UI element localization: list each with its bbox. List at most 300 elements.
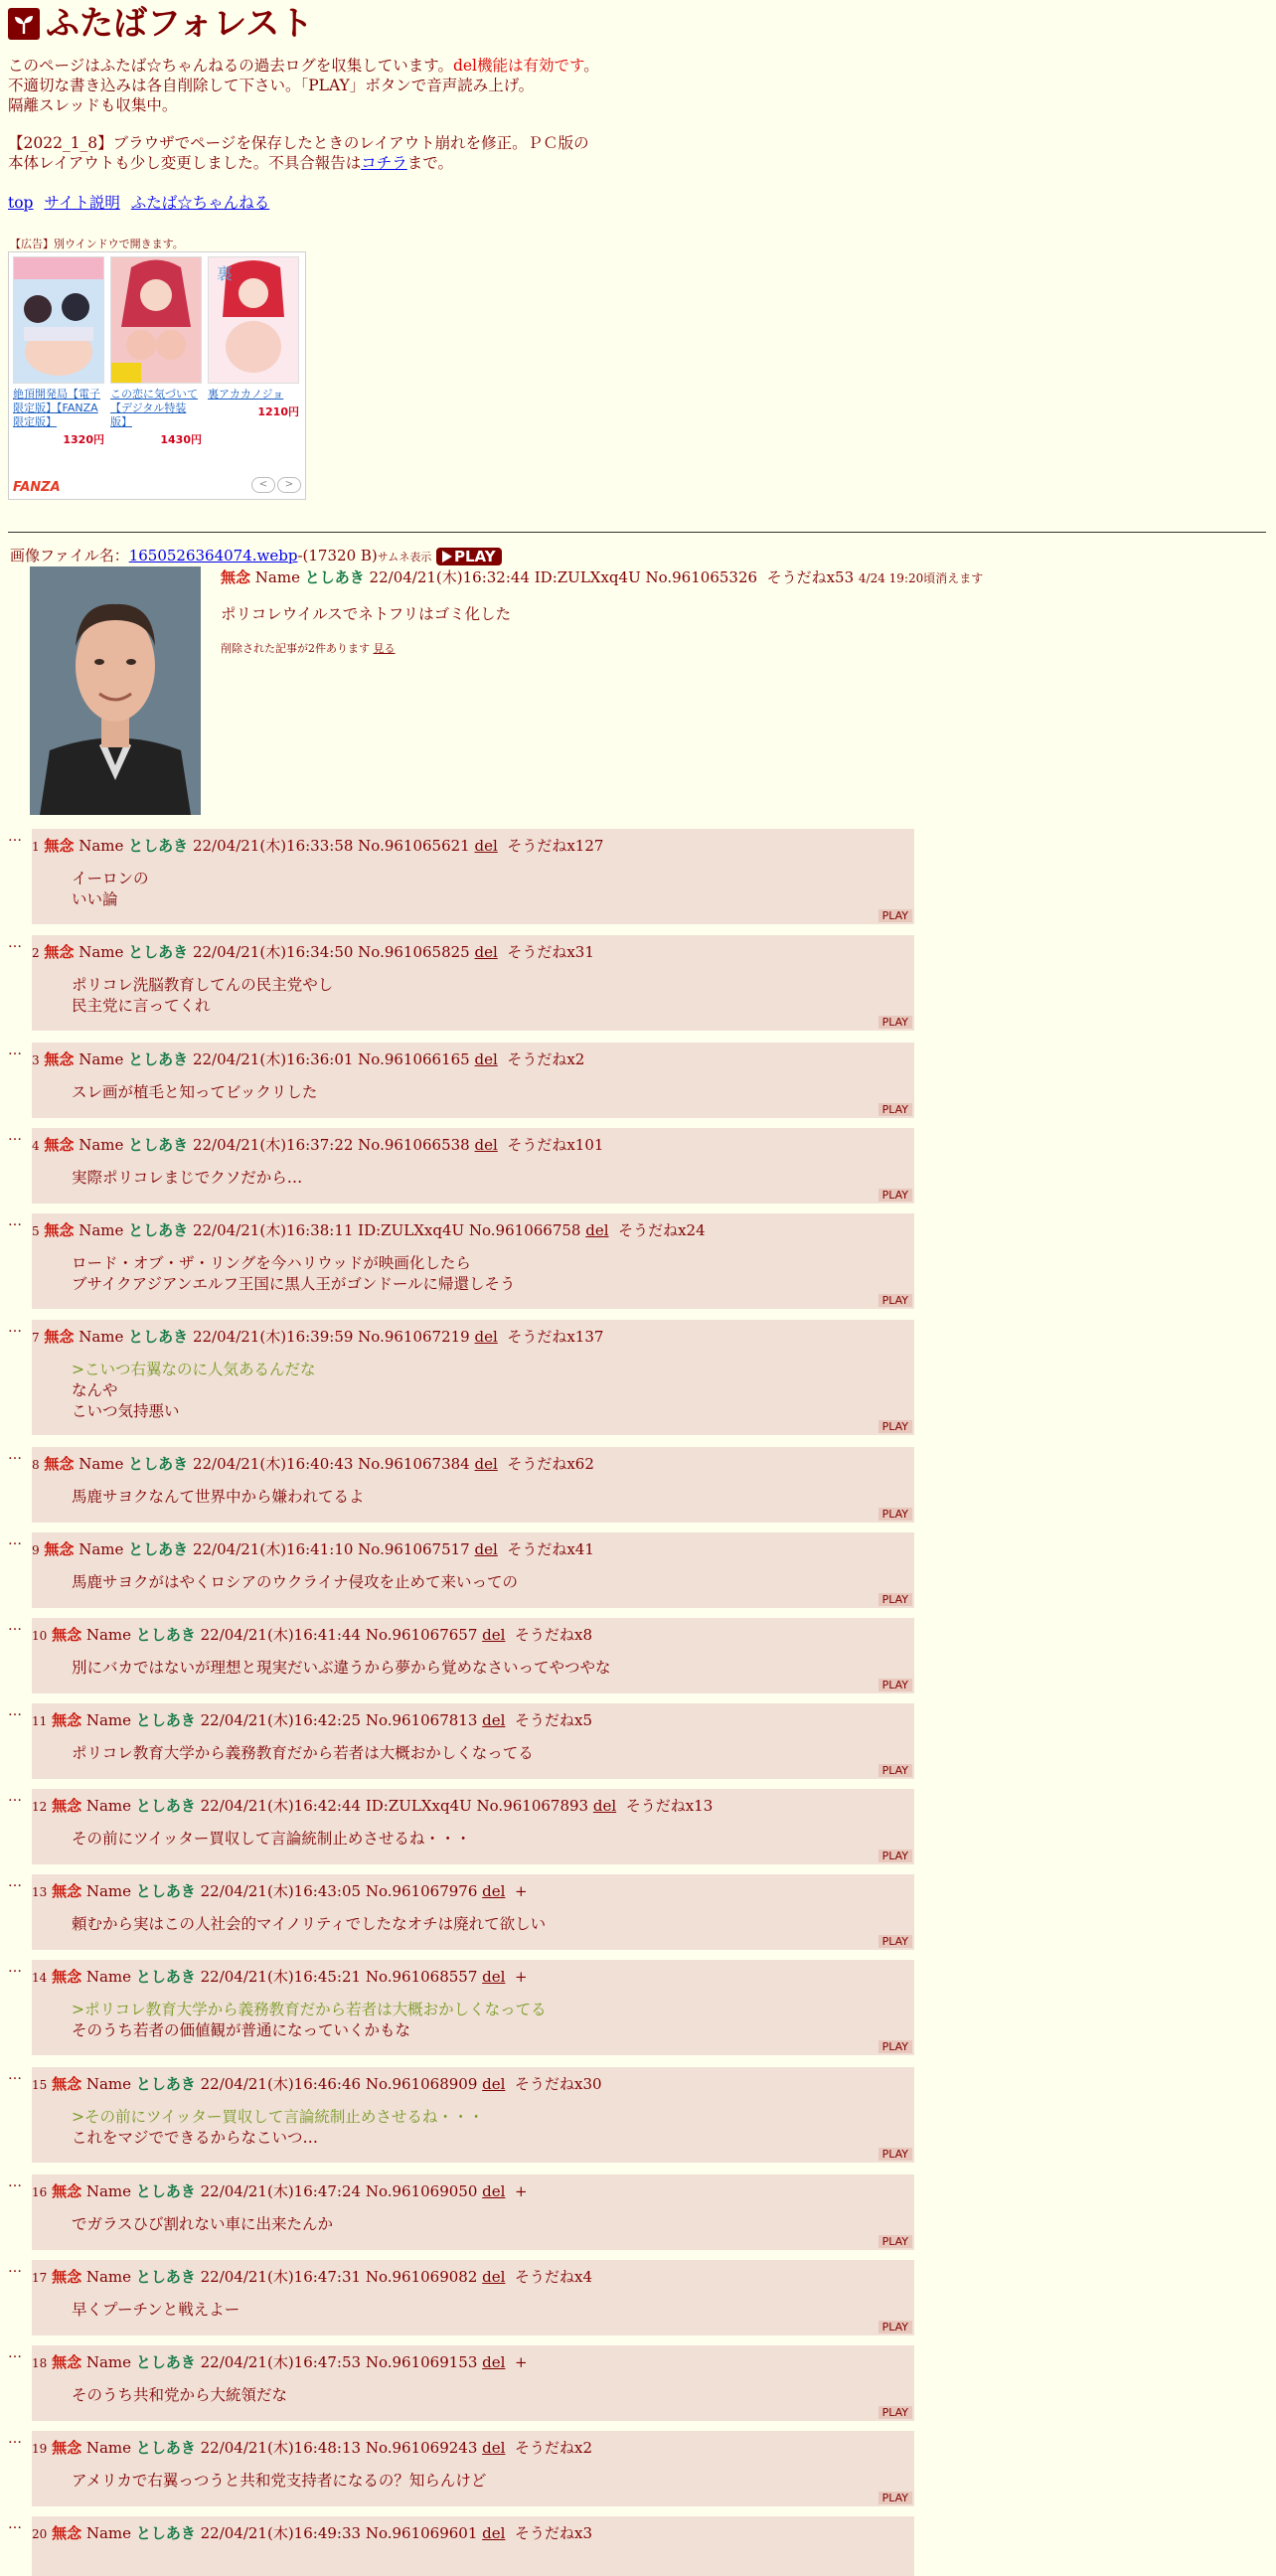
name-label: Name — [79, 943, 124, 961]
reply-number: 15 — [32, 2078, 48, 2092]
play-label: PLAY — [453, 548, 496, 565]
name-label: Name — [85, 2182, 132, 2200]
del-link[interactable]: del — [482, 1882, 506, 1900]
post-subject: 無念 — [44, 837, 75, 855]
reply-play-button[interactable]: PLAY — [878, 2148, 912, 2161]
body-line: ポリコレ洗脳教育してんの民主党やし — [72, 976, 334, 994]
reply-play-button[interactable]: PLAY — [878, 1294, 912, 1307]
soudane-button[interactable]: + — [514, 2353, 528, 2371]
sprout-icon — [8, 8, 40, 40]
reply-post — [8, 1618, 914, 1693]
post-subject: 無念 — [52, 1968, 82, 1986]
soudane-button[interactable]: そうだねx30 — [514, 2075, 602, 2093]
del-link[interactable]: del — [474, 837, 498, 855]
op-file-info — [10, 545, 502, 565]
soudane-button[interactable]: そうだねx8 — [514, 1626, 592, 1644]
nav-futaba-link[interactable]: ふたば☆ちゃんねる — [130, 194, 270, 212]
op-file-link[interactable]: 1650526364074.webp — [128, 547, 298, 564]
reply-play-button[interactable]: PLAY — [878, 1935, 912, 1948]
ad-item-price: 1430円 — [160, 433, 202, 446]
fanza-logo: FANZA — [13, 480, 61, 495]
reply-body — [72, 1572, 518, 1593]
reply-play-button[interactable]: PLAY — [878, 2040, 912, 2053]
reply-post — [8, 2431, 914, 2506]
reply-dots: … — [8, 1043, 22, 1058]
reply-play-button[interactable]: PLAY — [878, 1016, 912, 1029]
post-datetime: 22/04/21(木)16:41:44 No.961067657 — [200, 1626, 478, 1644]
nav-about-link[interactable]: サイト説明 — [44, 194, 120, 212]
reply-number: 7 — [32, 1331, 40, 1345]
name-label: Name — [85, 2439, 132, 2457]
del-link[interactable]: del — [592, 1797, 617, 1815]
post-datetime: 22/04/21(木)16:40:43 No.961067384 — [192, 1455, 470, 1473]
reply-post — [8, 1447, 914, 1523]
reply-header — [32, 1880, 528, 1901]
reply-number: 9 — [32, 1543, 40, 1557]
intro-part: 。不適切な書き込みは各自削除して下さい。「PLAY」ボタンで音声読み上げ。 — [8, 57, 599, 94]
soudane-button[interactable]: + — [514, 2182, 528, 2200]
del-link[interactable]: del — [482, 1626, 506, 1644]
reply-number: 19 — [32, 2442, 48, 2456]
reply-body — [72, 1253, 516, 1295]
ad-item-title[interactable]: この恋に気づいて【デジタル特装版】 — [110, 388, 198, 428]
reply-dots: … — [8, 935, 22, 951]
post-subject: 無念 — [44, 1455, 75, 1473]
del-link[interactable]: del — [482, 2182, 506, 2200]
post-subject: 無念 — [52, 1882, 82, 1900]
reply-post — [8, 1320, 914, 1435]
ad-cover-image[interactable] — [13, 256, 104, 384]
reply-post — [8, 2067, 914, 2163]
op-body: ポリコレウイルスでネトフリはゴミ化した — [221, 605, 512, 623]
name-label: Name — [85, 2524, 132, 2542]
post-subject: 無念 — [44, 1540, 75, 1558]
reply-post — [8, 2345, 914, 2421]
body-line: ロード・オブ・ザ・リングを今ハリウッドが映画化したら — [72, 1254, 471, 1272]
ad-prev-button[interactable]: < — [251, 477, 275, 493]
del-link[interactable]: del — [482, 2268, 506, 2286]
op-play-button[interactable] — [436, 548, 502, 565]
post-datetime: 22/04/21(木)16:45:21 No.961068557 — [200, 1968, 478, 1986]
ad-item-title[interactable]: 裏アカカノジョ — [208, 388, 284, 401]
post-datetime: 22/04/21(木)16:48:13 No.961069243 — [200, 2439, 478, 2457]
del-link[interactable]: del — [474, 1136, 498, 1154]
reply-post — [8, 1043, 914, 1118]
file-label: 画像ファイル名： — [10, 547, 129, 564]
soudane-button[interactable]: そうだねx3 — [514, 2524, 592, 2542]
soudane-button[interactable]: + — [514, 1882, 528, 1900]
reply-dots: … — [8, 2345, 22, 2361]
reply-dots: … — [8, 2431, 22, 2447]
body-line: 別にバカではないが理想と現実だいぶ違うから夢から覚めなさいってやつやな — [72, 1659, 611, 1677]
ad-cover-image[interactable] — [208, 256, 299, 384]
body-line: そのうち若者の価値観が普通になっていくかもな — [72, 2021, 411, 2039]
body-line: その前にツイッター買収して言論統制止めさせるね・・・ — [72, 1830, 471, 1848]
reply-body — [72, 2385, 287, 2406]
soudane-button[interactable]: そうだねx5 — [514, 1711, 592, 1729]
body-line: でガラスひび割れない車に出来たんか — [72, 2215, 334, 2233]
reply-post — [8, 1532, 914, 1608]
reply-number: 3 — [32, 1053, 40, 1067]
poster-name: としあき — [135, 2353, 196, 2371]
post-datetime: 22/04/21(木)16:47:31 No.961069082 — [200, 2268, 478, 2286]
post-datetime: 22/04/21(木)16:38:11 ID:ZULXxq4U No.961066758 — [192, 1221, 581, 1239]
reply-number: 18 — [32, 2356, 48, 2370]
reply-dots: … — [8, 1128, 22, 1144]
post-datetime: 22/04/21(木)16:36:01 No.961066165 — [192, 1050, 470, 1068]
reply-header — [32, 1624, 592, 1645]
post-datetime: 22/04/21(木)16:43:05 No.961067976 — [200, 1882, 478, 1900]
reply-body — [72, 2107, 484, 2149]
play-icon — [442, 551, 452, 563]
body-line: 馬鹿サヨクなんて世界中から嫌われてるよ — [72, 1488, 365, 1506]
reply-number: 8 — [32, 1458, 40, 1472]
soudane-button[interactable]: そうだねx2 — [507, 1050, 585, 1068]
expire-note: 4/24 19:20頃消えます — [858, 571, 984, 585]
soudane-button[interactable]: そうだねx24 — [618, 1221, 706, 1239]
soudane-button[interactable]: そうだねx41 — [507, 1540, 594, 1558]
poster-name: としあき — [135, 2524, 196, 2542]
name-label: Name — [79, 1328, 124, 1346]
name-label: Name — [79, 1136, 124, 1154]
reply-header — [32, 1134, 603, 1155]
reply-play-button[interactable]: PLAY — [878, 2406, 912, 2419]
reply-header — [32, 1048, 584, 1069]
ad-caption: 【広告】別ウインドウで開きます。 — [10, 238, 184, 250]
reply-body — [72, 1082, 317, 1103]
thumb-label: サムネ表示 — [377, 551, 432, 564]
post-datetime: 22/04/21(木)16:46:46 No.961068909 — [200, 2075, 478, 2093]
body-line: ポリコレ教育大学から義務教育だから若者は大概おかしくなってる — [72, 1744, 534, 1762]
soudane-button[interactable]: そうだねx53 — [766, 568, 855, 586]
ad-item-price: 1210円 — [257, 405, 299, 418]
reply-play-button[interactable]: PLAY — [878, 1420, 912, 1433]
update-notice — [8, 133, 604, 173]
reply-header — [32, 2437, 592, 2458]
soudane-button[interactable]: そうだねx4 — [514, 2268, 592, 2286]
post-datetime: 22/04/21(木)16:42:25 No.961067813 — [200, 1711, 478, 1729]
reply-play-button[interactable]: PLAY — [878, 2235, 912, 2248]
reply-header — [32, 1538, 594, 1559]
body-line: なんや — [72, 1381, 118, 1399]
reply-body — [72, 2000, 547, 2041]
poster-name: としあき — [128, 1540, 189, 1558]
name-label: Name — [85, 2268, 132, 2286]
soudane-button[interactable]: + — [514, 1968, 528, 1986]
nav-top-link[interactable]: top — [8, 194, 34, 212]
del-link[interactable]: del — [482, 2524, 506, 2542]
reply-play-button[interactable]: PLAY — [878, 2321, 912, 2334]
reply-post — [8, 1703, 914, 1779]
quote-line: >ポリコレ教育大学から義務教育だから若者は大概おかしくなってる — [72, 2001, 547, 2018]
reply-dots: … — [8, 2516, 22, 2532]
del-link[interactable]: del — [474, 1328, 498, 1346]
reply-header — [32, 1795, 713, 1816]
op-header — [221, 566, 983, 587]
del-link[interactable]: del — [474, 1050, 498, 1068]
poster-name: としあき — [135, 1626, 196, 1644]
reply-post — [8, 2174, 914, 2250]
deleted-text: 削除された記事が2件あります — [221, 642, 370, 655]
body-line: 馬鹿サヨクがはやくロシアのウクライナ侵攻を止めて来いっての — [72, 1573, 519, 1591]
reply-header — [32, 835, 603, 856]
svg-text:裏: 裏 — [217, 264, 234, 283]
reply-dots: … — [8, 1789, 22, 1805]
poster-name: としあき — [135, 1797, 196, 1815]
reply-body — [72, 1914, 546, 1935]
body-line: アメリカで右翼っつうと共和党支持者になるの？知らんけど — [72, 2472, 487, 2490]
reply-body — [72, 869, 149, 910]
post-datetime: 22/04/21(木)16:49:33 No.961069601 — [200, 2524, 478, 2542]
reply-number: 17 — [32, 2271, 48, 2285]
body-line: いい論 — [72, 890, 118, 908]
reply-number: 12 — [32, 1800, 48, 1814]
notice-text: 【2022_1_8】ブラウザでページを保存したときのレイアウト崩れを修正。ＰＣ版の本体レイアウトも少し変更しました。不具合報告は — [8, 134, 589, 172]
poster-name: としあき — [135, 2182, 196, 2200]
reply-number: 10 — [32, 1629, 48, 1643]
reply-number: 13 — [32, 1885, 48, 1899]
post-subject: 無念 — [52, 2524, 82, 2542]
name-label: Name — [79, 1050, 124, 1068]
soudane-button[interactable]: そうだねx127 — [507, 837, 604, 855]
poster-name: としあき — [128, 1050, 189, 1068]
reply-header — [32, 1219, 706, 1240]
name-label: Name — [85, 1797, 132, 1815]
body-line: イーロンの — [72, 870, 149, 887]
reply-post — [8, 1874, 914, 1950]
del-link[interactable]: del — [482, 2353, 506, 2371]
del-link[interactable]: del — [474, 1540, 498, 1558]
del-link[interactable]: del — [482, 2075, 506, 2093]
reply-dots: … — [8, 1532, 22, 1548]
reply-header — [32, 2180, 528, 2201]
reply-play-button[interactable]: PLAY — [878, 1103, 912, 1116]
name-label: Name — [85, 1882, 132, 1900]
name-label: Name — [79, 837, 124, 855]
reply-post — [8, 1213, 914, 1309]
poster-name: としあき — [135, 2439, 196, 2457]
reply-dots: … — [8, 2260, 22, 2276]
reply-play-button[interactable]: PLAY — [878, 909, 912, 922]
reply-number: 16 — [32, 2185, 48, 2199]
post-subject: 無念 — [52, 2439, 82, 2457]
body-line: スレ画が植毛と知ってビックリした — [72, 1083, 318, 1101]
body-line: そのうち共和党から大統領だな — [72, 2386, 288, 2404]
ad-cover-image[interactable] — [110, 256, 202, 384]
name-label: Name — [254, 568, 300, 586]
post-subject: 無念 — [52, 1797, 82, 1815]
post-subject: 無念 — [44, 1328, 75, 1346]
reply-body — [72, 2471, 486, 2492]
reply-play-button[interactable]: PLAY — [878, 1850, 912, 1862]
reply-dots: … — [8, 1213, 22, 1229]
deleted-note — [221, 640, 396, 656]
reply-play-button[interactable]: PLAY — [878, 1679, 912, 1691]
reply-number: 14 — [32, 1971, 48, 1985]
reply-header — [32, 2266, 592, 2287]
nav-links — [8, 191, 275, 213]
report-link[interactable]: コチラ — [361, 154, 407, 172]
name-label: Name — [79, 1221, 124, 1239]
reply-header — [32, 1709, 592, 1730]
reply-number: 11 — [32, 1714, 48, 1728]
reply-body — [72, 2214, 333, 2235]
post-subject: 無念 — [221, 568, 251, 586]
reply-dots: … — [8, 2067, 22, 2083]
reply-body — [72, 975, 333, 1017]
site-logo[interactable] — [8, 4, 313, 44]
notice-text: まで。 — [406, 154, 453, 172]
show-deleted-link[interactable]: 見る — [373, 642, 396, 655]
reply-play-button[interactable]: PLAY — [878, 1189, 912, 1202]
body-line: ブサイクアジアンエルフ王国に黒人王がゴンドールに帰還しそう — [72, 1275, 516, 1293]
reply-header — [32, 941, 594, 962]
soudane-button[interactable]: そうだねx137 — [507, 1328, 604, 1346]
reply-header — [32, 1453, 594, 1474]
reply-header — [32, 2522, 592, 2543]
poster-name: としあき — [128, 1221, 189, 1239]
soudane-button[interactable]: そうだねx31 — [507, 943, 594, 961]
post-datetime: 22/04/21(木)16:39:59 No.961067219 — [192, 1328, 470, 1346]
poster-name: としあき — [135, 1882, 196, 1900]
reply-body — [72, 1743, 534, 1764]
soudane-button[interactable]: そうだねx101 — [507, 1136, 604, 1154]
reply-body — [72, 1168, 302, 1189]
del-notice: del機能は有効です — [452, 57, 584, 75]
name-label: Name — [85, 1626, 132, 1644]
reply-number: 20 — [32, 2527, 48, 2541]
body-line: これをマジでできるからなこいつ… — [72, 2129, 319, 2147]
reply-post — [8, 1789, 914, 1864]
ad-item-price: 1320円 — [63, 433, 104, 446]
name-label: Name — [85, 1968, 132, 1986]
reply-header — [32, 1326, 603, 1347]
reply-number: 1 — [32, 840, 40, 854]
poster-name: としあき — [135, 1711, 196, 1729]
del-link[interactable]: del — [474, 943, 498, 961]
post-datetime: 22/04/21(木)16:47:24 No.961069050 — [200, 2182, 478, 2200]
reply-post — [8, 1960, 914, 2055]
reply-dots: … — [8, 2174, 22, 2190]
post-datetime: 22/04/21(木)16:47:53 No.961069153 — [200, 2353, 478, 2371]
body-line: 民主党に言ってくれ — [72, 997, 211, 1015]
name-label: Name — [85, 1711, 132, 1729]
ad-next-button[interactable]: > — [277, 477, 301, 493]
reply-body — [72, 1360, 316, 1422]
ad-item[interactable] — [208, 256, 299, 419]
post-subject: 無念 — [44, 1050, 75, 1068]
del-link[interactable]: del — [482, 2439, 506, 2457]
poster-name: としあき — [128, 1328, 189, 1346]
name-label: Name — [79, 1540, 124, 1558]
reply-dots: … — [8, 1447, 22, 1463]
reply-dots: … — [8, 1960, 22, 1976]
reply-play-button[interactable]: PLAY — [878, 1508, 912, 1521]
post-datetime: 22/04/21(木)16:32:44 ID:ZULXxq4U No.961065326 — [369, 568, 758, 586]
reply-dots: … — [8, 1703, 22, 1719]
del-link[interactable]: del — [482, 1711, 506, 1729]
post-subject: 無念 — [52, 2075, 82, 2093]
poster-name: としあき — [135, 2268, 196, 2286]
divider — [8, 532, 1266, 533]
post-subject: 無念 — [52, 1711, 82, 1729]
name-label: Name — [79, 1455, 124, 1473]
reply-play-button[interactable]: PLAY — [878, 1764, 912, 1777]
del-link[interactable]: del — [474, 1455, 498, 1473]
reply-post — [8, 2516, 914, 2576]
reply-number: 2 — [32, 946, 40, 960]
soudane-button[interactable]: そうだねx13 — [625, 1797, 714, 1815]
reply-play-button[interactable]: PLAY — [878, 1593, 912, 1606]
file-size: -(17320 B) — [297, 547, 378, 564]
post-subject: 無念 — [44, 943, 75, 961]
body-line: 頼むから実はこの人社会的マイノリティでしたなオチは廃れて欲しい — [72, 1915, 547, 1933]
reply-header — [32, 2073, 602, 2094]
name-label: Name — [85, 2075, 132, 2093]
intro-text — [8, 56, 604, 115]
ad-item[interactable] — [110, 256, 202, 447]
intro-part: 隔離スレッドも収集中。 — [8, 96, 178, 114]
del-link[interactable]: del — [482, 1968, 506, 1986]
reply-header — [32, 1966, 528, 1987]
body-line: 実際ポリコレまじでクソだから… — [72, 1169, 303, 1187]
post-subject: 無念 — [52, 2353, 82, 2371]
post-subject: 無念 — [52, 2182, 82, 2200]
post-datetime: 22/04/21(木)16:33:58 No.961065621 — [192, 837, 470, 855]
poster-name: としあき — [304, 568, 365, 586]
reply-body — [72, 1829, 471, 1850]
reply-body — [72, 1487, 365, 1508]
post-subject: 無念 — [44, 1221, 75, 1239]
reply-post — [8, 829, 914, 924]
post-datetime: 22/04/21(木)16:34:50 No.961065825 — [192, 943, 470, 961]
body-line: こいつ気持悪い — [72, 1402, 180, 1420]
post-subject: 無念 — [52, 1626, 82, 1644]
name-label: Name — [85, 2353, 132, 2371]
reply-post — [8, 2260, 914, 2335]
poster-name: としあき — [135, 2075, 196, 2093]
reply-play-button[interactable]: PLAY — [878, 2492, 912, 2504]
ad-item-title[interactable]: 絶頂開発局【電子限定版】【FANZA限定版】 — [13, 388, 100, 428]
reply-body — [72, 2300, 239, 2321]
reply-header — [32, 2351, 528, 2372]
reply-dots: … — [8, 1874, 22, 1890]
soudane-button[interactable]: そうだねx2 — [514, 2439, 592, 2457]
op-thumbnail[interactable] — [30, 566, 201, 815]
reply-dots: … — [8, 1320, 22, 1336]
soudane-button[interactable]: そうだねx62 — [507, 1455, 594, 1473]
poster-name: としあき — [128, 943, 189, 961]
poster-name: としあき — [135, 1968, 196, 1986]
quote-line: >その前にツイッター買収して言論統制止めさせるね・・・ — [72, 2108, 484, 2126]
reply-number: 4 — [32, 1139, 40, 1153]
reply-post — [8, 1128, 914, 1204]
del-link[interactable]: del — [585, 1221, 609, 1239]
reply-number: 5 — [32, 1224, 40, 1238]
site-header — [8, 4, 313, 44]
poster-name: としあき — [128, 1136, 189, 1154]
post-subject: 無念 — [44, 1136, 75, 1154]
ad-item[interactable] — [13, 256, 104, 447]
reply-body — [72, 1658, 611, 1679]
post-datetime: 22/04/21(木)16:37:22 No.961066538 — [192, 1136, 470, 1154]
poster-name: としあき — [128, 1455, 189, 1473]
intro-part: このページはふたば☆ちゃんねるの過去ログを収集しています。 — [8, 57, 453, 75]
post-subject: 無念 — [52, 2268, 82, 2286]
reply-dots: … — [8, 829, 22, 845]
site-title: ふたばフォレスト — [46, 4, 314, 44]
poster-name: としあき — [128, 837, 189, 855]
